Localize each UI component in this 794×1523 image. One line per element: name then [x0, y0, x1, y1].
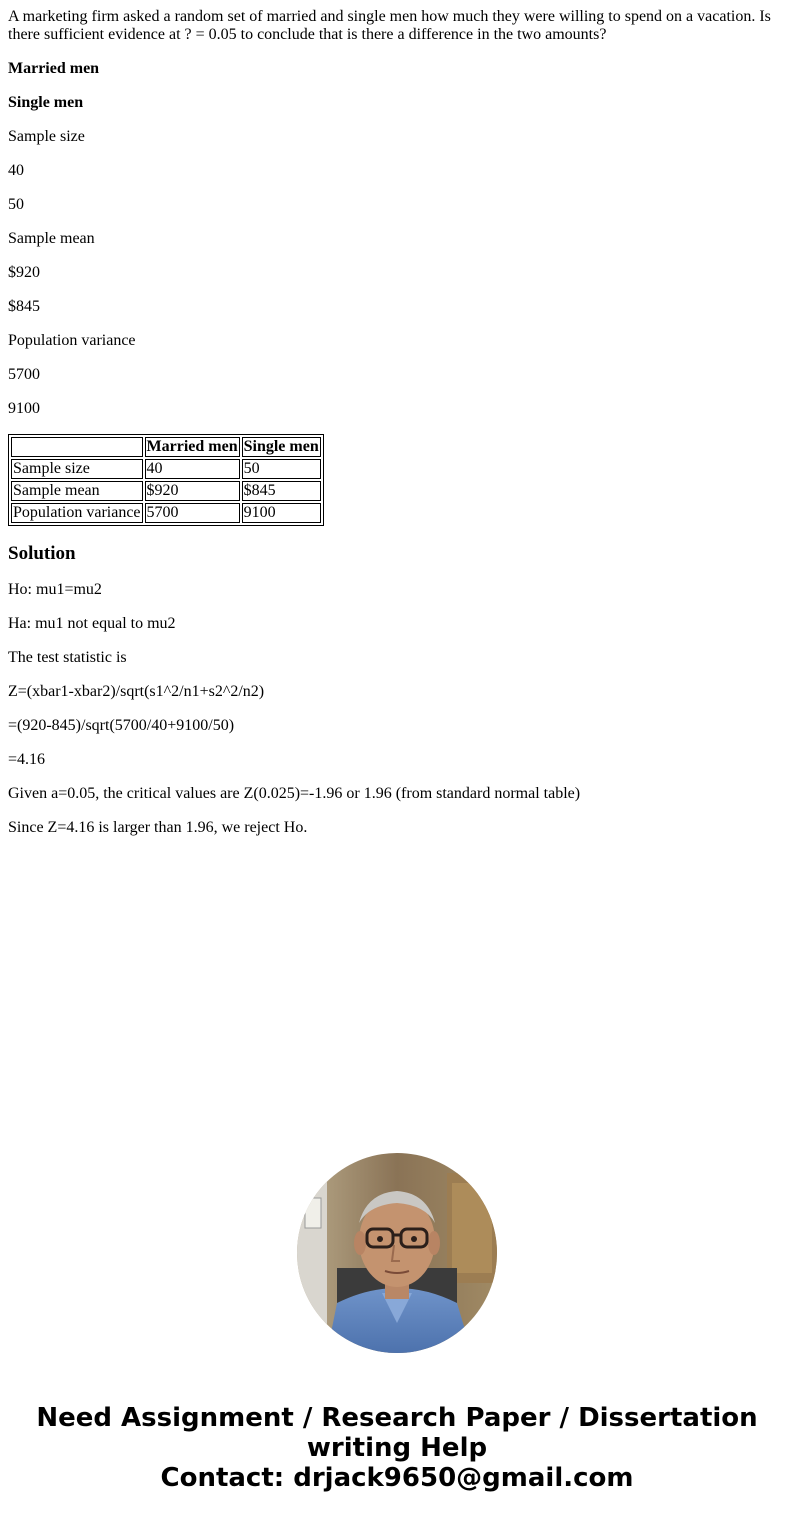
solution-line: Since Z=4.16 is larger than 1.96, we reject Ho. [8, 819, 308, 836]
table-header-row [11, 437, 321, 457]
label-sample-size: Sample size [8, 128, 85, 145]
label-single-men: Single men [8, 94, 84, 111]
table-cell: Population variance [13, 504, 141, 521]
value-population-variance-single: 9100 [8, 400, 40, 417]
data-table [8, 434, 324, 526]
table-cell: $845 [242, 481, 321, 501]
table-cell: 5700 [145, 503, 240, 523]
table-cell: Sample mean [11, 481, 143, 501]
label-married-men: Married men [8, 60, 100, 77]
author-avatar [297, 1153, 497, 1353]
question-text: A marketing firm asked a random set of married and single men how much they were willing to spend on a vacation. Is there sufficient evidence at ? = 0.05 to conclude that is there a difference in the two amounts? [8, 8, 771, 43]
table-header-cell: Single men [243, 438, 319, 455]
solution-line: =4.16 [8, 751, 46, 768]
label-sample-mean: Sample mean [8, 230, 95, 247]
table-cell: 50 [242, 459, 321, 479]
solution-line: The test statistic is [8, 649, 127, 666]
solution-line: Given a=0.05, the critical values are Z(0.025)=-1.96 or 1.96 (from standard normal table) [8, 785, 581, 802]
value-sample-mean-single: $845 [8, 298, 40, 315]
author-portrait-image [297, 1153, 497, 1353]
solution-heading: Solution [8, 543, 76, 564]
value-population-variance-married: 5700 [8, 366, 40, 383]
table-cell: $920 [145, 481, 240, 501]
table-row [11, 481, 321, 501]
table-header-cell [11, 437, 143, 457]
table-cell: 40 [145, 459, 240, 479]
solution-line: Ha: mu1 not equal to mu2 [8, 615, 176, 632]
footer-advertisement [0, 1403, 794, 1493]
footer-contact: Contact: drjack9650@gmail.com [160, 1463, 634, 1493]
table-cell: 9100 [242, 503, 321, 523]
table-cell: Sample size [11, 459, 143, 479]
table-row [11, 459, 321, 479]
table-header-cell: Married men [146, 438, 238, 455]
table-row [11, 503, 321, 523]
solution-line: Ho: mu1=mu2 [8, 581, 102, 598]
value-sample-size-married: 40 [8, 162, 24, 179]
solution-line: =(920-845)/sqrt(5700/40+9100/50) [8, 717, 235, 734]
label-population-variance: Population variance [8, 332, 136, 349]
footer-line-2: writing Help [306, 1433, 488, 1463]
footer-line-1: Need Assignment / Research Paper / Dissertation [36, 1403, 758, 1433]
solution-line: Z=(xbar1-xbar2)/sqrt(s1^2/n1+s2^2/n2) [8, 683, 265, 700]
value-sample-size-single: 50 [8, 196, 24, 213]
document-content [8, 8, 786, 853]
value-sample-mean-married: $920 [8, 264, 40, 281]
